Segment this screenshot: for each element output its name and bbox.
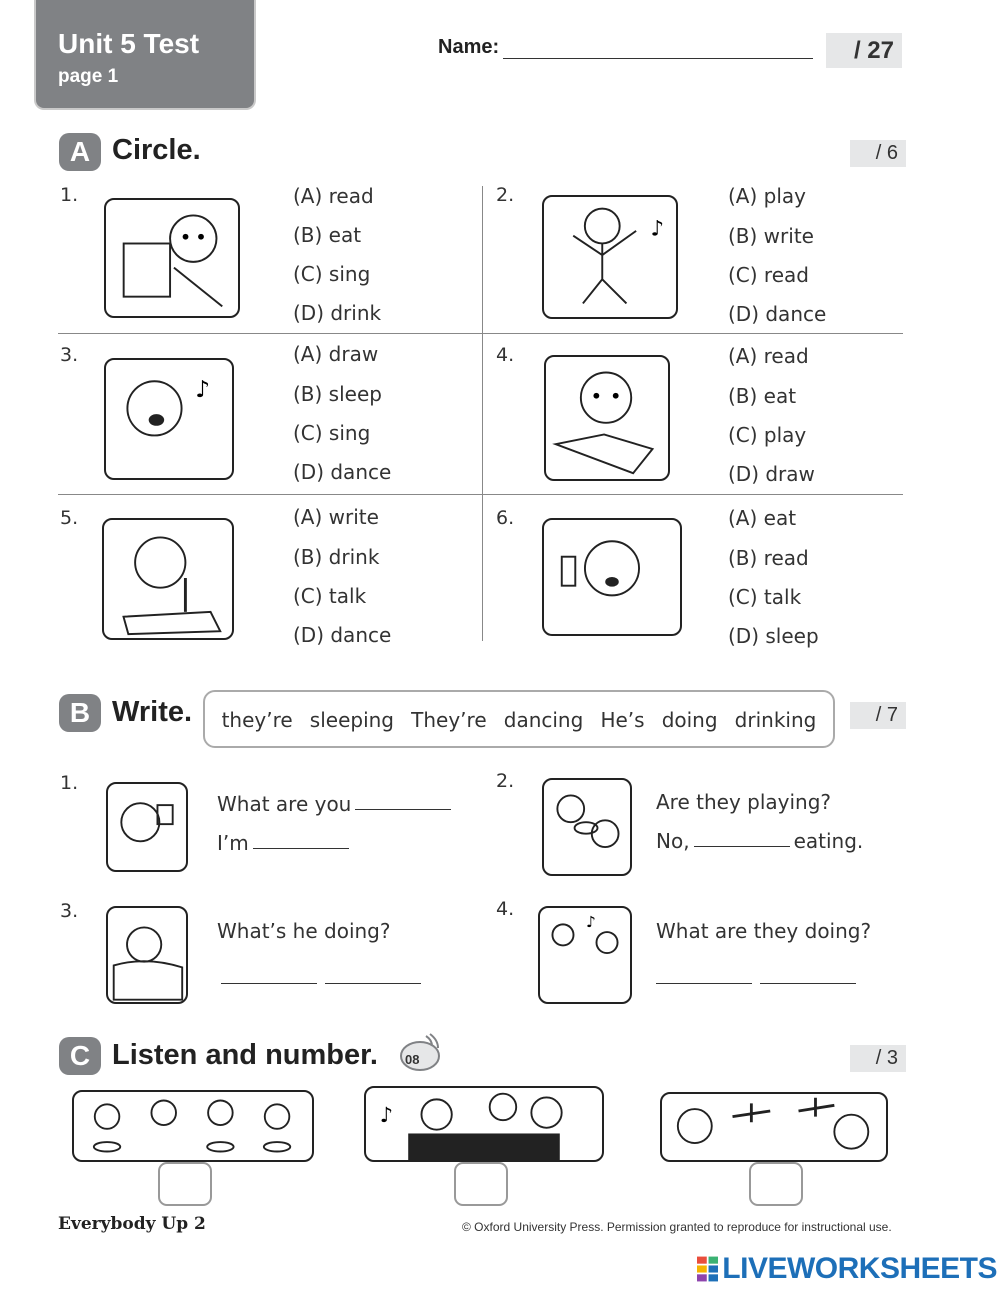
- reading-boy-picture: [104, 198, 240, 318]
- drawing-girl-picture: [544, 355, 670, 481]
- option-d[interactable]: (D) dance: [728, 302, 827, 326]
- question-b2-line1: Are they playing?: [656, 790, 832, 814]
- liveworksheets-wordmark: LIVEWORKSHEETS: [722, 1252, 997, 1285]
- answer-blank[interactable]: [656, 983, 752, 984]
- dancing-girl-picture: [542, 195, 678, 319]
- answer-blank[interactable]: [253, 848, 349, 849]
- option-b[interactable]: (B) read: [728, 546, 809, 570]
- section-b-badge: B: [59, 694, 101, 732]
- word-bank-item: dancing: [503, 708, 584, 732]
- question-number: 2.: [496, 770, 515, 792]
- section-b-score: / 7: [850, 702, 906, 729]
- playing-boys-picture: [660, 1092, 888, 1162]
- word-bank-item: they’re: [221, 708, 293, 732]
- option-c[interactable]: (C) talk: [728, 585, 802, 609]
- word-bank-item: He’s: [600, 708, 645, 732]
- copyright-notice: © Oxford University Press. Permission granted to reproduce for instructional use.: [462, 1220, 892, 1234]
- option-a[interactable]: (A) play: [728, 184, 806, 208]
- book-title: Everybody Up 2: [58, 1214, 206, 1234]
- word-bank-item: doing: [661, 708, 718, 732]
- option-d[interactable]: (D) sleep: [728, 624, 819, 648]
- section-a-score: / 6: [850, 140, 906, 167]
- audio-track-number: 08: [405, 1052, 420, 1067]
- svg-text:♪: ♪: [195, 375, 210, 403]
- word-bank-item: drinking: [734, 708, 817, 732]
- section-c-title: Listen and number.: [112, 1039, 378, 1071]
- section-b-title: Write.: [112, 696, 193, 728]
- unit-page-label: page 1: [58, 66, 119, 87]
- option-a[interactable]: (A) write: [293, 505, 379, 529]
- question-b2-line2: No, eating.: [656, 829, 864, 853]
- number-answer-box[interactable]: [454, 1162, 508, 1206]
- word-bank: [203, 690, 835, 748]
- drinking-boy-picture: [106, 782, 188, 872]
- question-number: 5.: [60, 507, 79, 529]
- question-b3-line1: What’s he doing?: [217, 919, 391, 943]
- talking-girl-picture: [542, 518, 682, 636]
- option-b[interactable]: (B) sleep: [293, 382, 382, 406]
- name-label: Name:: [438, 36, 500, 58]
- option-c[interactable]: (C) sing: [293, 421, 371, 445]
- question-number: 3.: [60, 344, 79, 366]
- word-bank-item: sleeping: [309, 708, 395, 732]
- question-number: 3.: [60, 900, 79, 922]
- liveworksheets-icon: [697, 1255, 718, 1283]
- eating-children-picture: [72, 1090, 314, 1162]
- singing-men-picture: [364, 1086, 604, 1162]
- section-c-badge: C: [59, 1037, 101, 1075]
- question-b4-line1: What are they doing?: [656, 919, 872, 943]
- grid-divider-row1: [58, 333, 903, 334]
- name-field[interactable]: [503, 58, 813, 59]
- answer-blank[interactable]: [694, 846, 790, 847]
- option-a[interactable]: (A) read: [728, 344, 809, 368]
- question-b4-answer: [652, 966, 860, 990]
- option-a[interactable]: (A) draw: [293, 342, 379, 366]
- option-b[interactable]: (B) write: [728, 224, 814, 248]
- total-score-box: / 27: [826, 33, 902, 68]
- question-number: 4.: [496, 898, 515, 920]
- writing-boy-picture: [102, 518, 234, 640]
- word-bank-item: They’re: [411, 708, 487, 732]
- sleeping-boy-picture: [106, 906, 188, 1004]
- option-c[interactable]: (C) talk: [293, 584, 367, 608]
- number-answer-box[interactable]: [749, 1162, 803, 1206]
- svg-text:♪: ♪: [379, 1103, 394, 1128]
- question-number: 6.: [496, 507, 515, 529]
- grid-divider-row2: [58, 494, 903, 495]
- question-b1-line2: I’m: [217, 831, 353, 855]
- answer-blank[interactable]: [221, 983, 317, 984]
- question-number: 1.: [60, 184, 79, 206]
- option-d[interactable]: (D) draw: [728, 462, 815, 486]
- unit-title: Unit 5 Test: [58, 28, 200, 59]
- option-d[interactable]: (D) dance: [293, 460, 392, 484]
- question-number: 2.: [496, 184, 515, 206]
- section-a-title: Circle.: [112, 134, 201, 166]
- answer-blank[interactable]: [325, 983, 421, 984]
- number-answer-box[interactable]: [158, 1162, 212, 1206]
- option-a[interactable]: (A) eat: [728, 506, 797, 530]
- option-c[interactable]: (C) read: [728, 263, 809, 287]
- option-d[interactable]: (D) drink: [293, 301, 382, 325]
- section-c-score: / 3: [850, 1045, 906, 1072]
- question-number: 4.: [496, 344, 515, 366]
- singing-boy-picture: [104, 358, 234, 480]
- svg-text:♪: ♪: [585, 913, 596, 932]
- question-b1-line1: What are you: [217, 792, 455, 816]
- section-a-badge: A: [59, 133, 101, 171]
- liveworksheets-logo: [697, 1252, 997, 1286]
- answer-blank[interactable]: [760, 983, 856, 984]
- option-c[interactable]: (C) sing: [293, 262, 371, 286]
- option-b[interactable]: (B) eat: [728, 384, 797, 408]
- answer-blank[interactable]: [355, 809, 451, 810]
- option-b[interactable]: (B) eat: [293, 223, 362, 247]
- question-b3-answer: [217, 966, 425, 990]
- dancing-kids-picture: [538, 906, 632, 1004]
- svg-text:♪: ♪: [650, 216, 665, 242]
- option-c[interactable]: (C) play: [728, 423, 807, 447]
- option-b[interactable]: (B) drink: [293, 545, 380, 569]
- eating-kids-picture: [542, 778, 632, 876]
- grid-divider-vertical: [482, 186, 483, 641]
- option-d[interactable]: (D) dance: [293, 623, 392, 647]
- option-a[interactable]: (A) read: [293, 184, 374, 208]
- question-number: 1.: [60, 772, 79, 794]
